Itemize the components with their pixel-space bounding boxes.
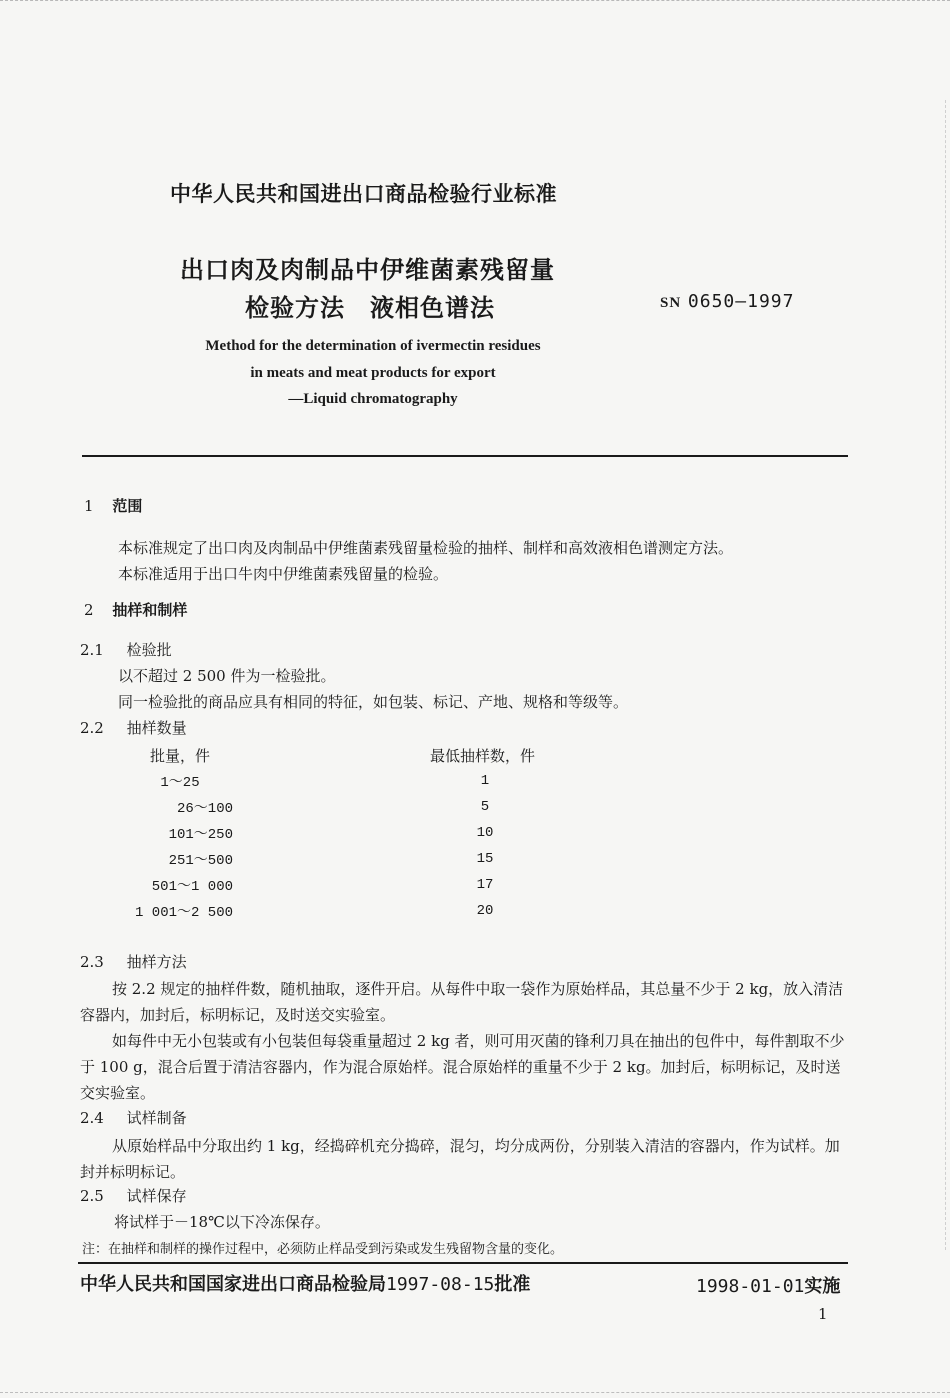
english-title-line-1: Method for the determination of ivermectin residues <box>205 338 541 354</box>
section-2-4-paragraph-1: 从原始样品中分取出约 1 kg，经捣碎机充分捣碎，混匀，均分成两份，分别装入清洁的容器内，作为试样。加封并标明标记。 <box>80 1137 840 1181</box>
footer-issuer: 中华人民共和国国家进出口商品检验局 <box>80 1274 386 1295</box>
footer-approval <box>80 1270 530 1296</box>
section-2-4-title: 试样制备 <box>126 1109 187 1127</box>
section-2-1-number: 2.1 <box>80 641 104 659</box>
section-1-number: 1 <box>84 497 94 515</box>
table-row-lot: 26～100 <box>176 801 233 817</box>
scan-artifact-top <box>0 0 950 3</box>
section-2-1-paragraph-1: 以不超过 2 500 件为一检验批。 <box>118 667 336 685</box>
effective-label: 实施 <box>804 1276 841 1297</box>
standard-prefix: SN <box>660 295 682 311</box>
section-2-3-number: 2.3 <box>80 953 104 971</box>
scan-artifact-right <box>945 100 947 1250</box>
scan-artifact-bottom <box>0 1392 950 1394</box>
table-row-count: 17 <box>476 877 494 893</box>
table-row-lot: 1～25 <box>160 775 200 791</box>
section-2-title: 抽样和制样 <box>112 601 188 619</box>
section-1-title: 范围 <box>112 497 143 515</box>
note: 注：在抽样和制样的操作过程中，必须防止样品受到污染或发生残留物含量的变化。 <box>82 1242 564 1257</box>
section-2-5-title: 试样保存 <box>126 1187 187 1205</box>
title-line-2: 检验方法 液相色谱法 <box>245 294 495 322</box>
section-2-2-number: 2.2 <box>80 719 104 737</box>
standard-code <box>660 291 794 312</box>
sampling-table-header-min: 最低抽样数，件 <box>430 747 536 765</box>
approval-date: 1997-08-15 <box>386 1274 495 1295</box>
table-row-lot: 501～1 000 <box>151 879 233 895</box>
section-2-5-heading <box>80 1185 187 1206</box>
page-number: 1 <box>818 1305 828 1323</box>
table-row-count: 10 <box>476 825 494 841</box>
table-row-count: 1 <box>480 773 490 789</box>
section-2-1-heading <box>80 639 172 660</box>
header-divider <box>82 455 848 457</box>
section-2-1-paragraph-2: 同一检验批的商品应具有相同的特征，如包装、标记、产地、规格和等级等。 <box>118 693 629 711</box>
section-2-2-title: 抽样数量 <box>126 719 187 737</box>
table-row-lot: 1 001～2 500 <box>134 905 233 921</box>
table-row-count: 15 <box>476 851 494 867</box>
approval-label: 批准 <box>494 1274 531 1295</box>
section-1-heading <box>84 495 142 516</box>
section-2-heading <box>84 599 187 620</box>
standard-number: 0650—1997 <box>687 291 795 312</box>
footer-effective <box>696 1272 840 1298</box>
section-2-5-paragraph-1: 将试样于－18℃以下冷冻保存。 <box>114 1213 330 1231</box>
table-row-lot: 101～250 <box>168 827 233 843</box>
section-2-4-heading <box>80 1107 187 1128</box>
table-row-count: 5 <box>480 799 490 815</box>
sampling-table-header-lot: 批量，件 <box>150 747 211 765</box>
title-line-1: 出口肉及肉制品中伊维菌素残留量 <box>180 256 555 284</box>
section-2-4-number: 2.4 <box>80 1109 104 1127</box>
table-row-count: 20 <box>476 903 494 919</box>
section-2-1-title: 检验批 <box>126 641 172 659</box>
effective-date: 1998-01-01 <box>696 1276 805 1297</box>
section-1-paragraph-1: 本标准规定了出口肉及肉制品中伊维菌素残留量检验的抽样、制样和高效液相色谱测定方法。 <box>118 539 734 557</box>
english-title-line-2: in meats and meat products for export <box>250 365 496 381</box>
section-2-3-title: 抽样方法 <box>126 953 187 971</box>
section-2-3-heading <box>80 951 187 972</box>
table-row-lot: 251～500 <box>168 853 233 869</box>
section-2-number: 2 <box>84 601 94 619</box>
section-2-5-number: 2.5 <box>80 1187 104 1205</box>
section-2-3-paragraph-1: 按 2.2 规定的抽样件数，随机抽取，逐件开启。从每件中取一袋作为原始样品，其总量不少于 2 kg，放入清洁容器内，加封后，标明标记，及时送交实验室。 <box>80 980 844 1024</box>
footer-divider <box>78 1262 848 1264</box>
section-1-paragraph-2: 本标准适用于出口牛肉中伊维菌素残留量的检验。 <box>118 565 449 583</box>
section-2-3-paragraph-2: 如每件中无小包装或有小包装但每袋重量超过 2 kg 者，则可用灭菌的锋利刀具在抽出的包件中，每件割取不少于 100 g，混合后置于清洁容器内，作为混合原始样。混合原始样的重量不少于 2 kg。加封后，标明标记，及时送交实验室。 <box>80 1032 845 1102</box>
english-title-line-3: —Liquid chromatography <box>288 391 458 407</box>
standard-category: 中华人民共和国进出口商品检验行业标准 <box>170 182 557 206</box>
section-2-2-heading <box>80 717 187 738</box>
